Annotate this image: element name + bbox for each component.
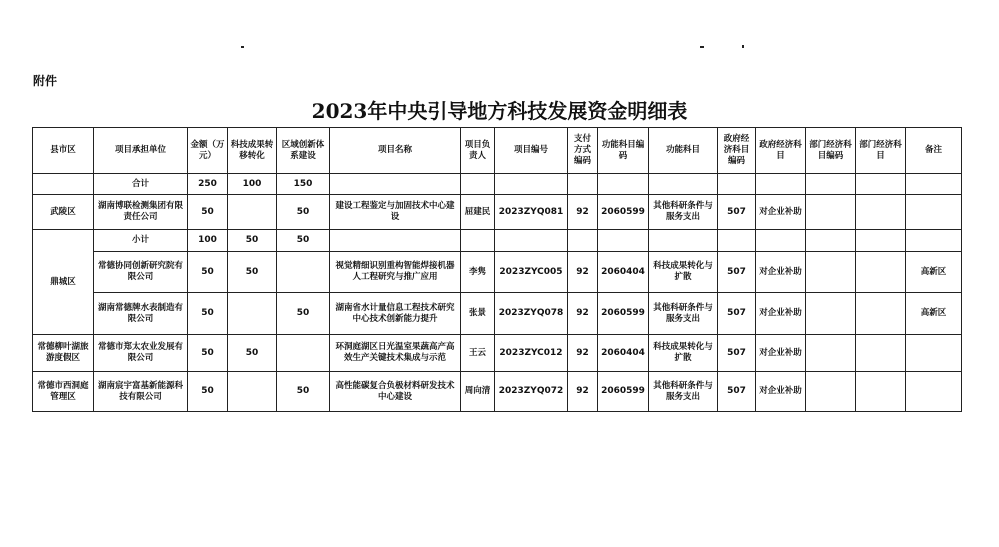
project-name-cell: 视觉精细识别重构智能焊接机器人工程研究与推广应用 [330,252,461,293]
leader-cell: 李隽 [461,252,495,293]
table-cell [461,174,495,195]
table-cell [598,230,649,252]
leader-cell: 屈建民 [461,195,495,230]
amount-cell: 50 [188,293,228,335]
project-no-cell: 2023ZYC005 [495,252,568,293]
amount-cell: 50 [188,252,228,293]
dept-econ-subject-cell [856,335,906,372]
remarks-cell [906,335,962,372]
table-cell [856,174,906,195]
gov-econ-subject-cell: 对企业补助 [756,252,806,293]
dept-econ-code-cell [806,252,856,293]
table-cell [718,174,756,195]
regional-cell: 50 [277,195,330,230]
remarks-cell: 高新区 [906,252,962,293]
func-subject-cell: 科技成果转化与扩散 [649,335,718,372]
dept-econ-code-cell [806,293,856,335]
pay-code-cell: 92 [568,252,598,293]
table-cell [568,230,598,252]
amount-cell: 50 [188,195,228,230]
gov-econ-subject-cell: 对企业补助 [756,372,806,412]
header-dept-econ-code: 部门经济科目编码 [806,128,856,174]
subtotal-label: 小计 [94,230,188,252]
header-remarks: 备注 [906,128,962,174]
scan-speck [241,46,244,48]
project-name-cell: 湖南省水计量信息工程技术研究中心技术创新能力提升 [330,293,461,335]
dept-econ-subject-cell [856,195,906,230]
gov-econ-subject-cell: 对企业补助 [756,195,806,230]
gov-econ-code-cell: 507 [718,195,756,230]
table-cell [906,230,962,252]
county-cell: 武陵区 [33,195,94,230]
project-no-cell: 2023ZYQ072 [495,372,568,412]
county-cell: 常德市西洞庭管理区 [33,372,94,412]
func-subject-cell: 科技成果转化与扩散 [649,252,718,293]
total-county [33,174,94,195]
pay-code-cell: 92 [568,195,598,230]
remarks-cell [906,372,962,412]
table-row [33,335,962,372]
table-cell [806,230,856,252]
func-code-cell: 2060404 [598,252,649,293]
regional-cell [277,252,330,293]
func-code-cell: 2060599 [598,372,649,412]
pay-code-cell: 92 [568,293,598,335]
header-county: 县市区 [33,128,94,174]
amount-cell: 50 [188,372,228,412]
header-func-subject: 功能科目 [649,128,718,174]
unit-cell: 湖南常德牌水表制造有限公司 [94,293,188,335]
table-cell [568,174,598,195]
table-cell [598,174,649,195]
project-name-cell: 高性能碳复合负极材料研发技术中心建设 [330,372,461,412]
table-cell [649,174,718,195]
gov-econ-code-cell: 507 [718,293,756,335]
header-project-name: 项目名称 [330,128,461,174]
scan-speck [700,46,704,48]
gov-econ-subject-cell: 对企业补助 [756,335,806,372]
header-gov-econ-subject: 政府经济科目 [756,128,806,174]
dept-econ-code-cell [806,195,856,230]
regional-cell: 50 [277,293,330,335]
gov-econ-code-cell: 507 [718,372,756,412]
county-cell: 鼎城区 [33,230,94,335]
table-row [33,372,962,412]
scan-speck [742,45,744,48]
header-leader: 项目负责人 [461,128,495,174]
func-subject-cell: 其他科研条件与服务支出 [649,372,718,412]
unit-cell: 常德协同创新研究院有限公司 [94,252,188,293]
dept-econ-subject-cell [856,293,906,335]
gov-econ-subject-cell: 对企业补助 [756,293,806,335]
unit-cell: 湖南博联检测集团有限责任公司 [94,195,188,230]
header-unit: 项目承担单位 [94,128,188,174]
table-row [33,293,962,335]
header-project-no: 项目编号 [495,128,568,174]
transfer-cell: 50 [228,252,277,293]
table-cell [330,174,461,195]
table-cell [756,174,806,195]
transfer-cell [228,372,277,412]
table-cell [330,230,461,252]
header-transfer: 科技成果转移转化 [228,128,277,174]
func-code-cell: 2060404 [598,335,649,372]
project-name-cell: 建设工程鉴定与加固技术中心建设 [330,195,461,230]
header-pay-code: 支付方式编码 [568,128,598,174]
table-cell [649,230,718,252]
subtotal-row [33,230,962,252]
dept-econ-code-cell [806,372,856,412]
subtotal-transfer: 50 [228,230,277,252]
remarks-cell [906,195,962,230]
func-code-cell: 2060599 [598,293,649,335]
attachment-label: 附件 [33,74,58,88]
table-cell [806,174,856,195]
table-cell [495,174,568,195]
table-cell [495,230,568,252]
remarks-cell: 高新区 [906,293,962,335]
func-subject-cell: 其他科研条件与服务支出 [649,195,718,230]
pay-code-cell: 92 [568,335,598,372]
table-cell [718,230,756,252]
project-name-cell: 环洞庭湖区日光温室果蔬高产高效生产关键技术集成与示范 [330,335,461,372]
project-no-cell: 2023ZYQ081 [495,195,568,230]
func-subject-cell: 其他科研条件与服务支出 [649,293,718,335]
table-row [33,252,962,293]
unit-cell: 湖南宸宇富基新能源科技有限公司 [94,372,188,412]
funding-detail-table [32,127,962,412]
project-no-cell: 2023ZYC012 [495,335,568,372]
header-regional: 区域创新体系建设 [277,128,330,174]
pay-code-cell: 92 [568,372,598,412]
header-row [33,128,962,174]
leader-cell: 王云 [461,335,495,372]
table-cell [461,230,495,252]
regional-cell: 50 [277,372,330,412]
header-dept-econ-subject: 部门经济科目 [856,128,906,174]
table-cell [856,230,906,252]
gov-econ-code-cell: 507 [718,335,756,372]
unit-cell: 常德市郑太农业发展有限公司 [94,335,188,372]
total-regional: 150 [277,174,330,195]
county-cell: 常德柳叶湖旅游度假区 [33,335,94,372]
transfer-cell [228,195,277,230]
amount-cell: 50 [188,335,228,372]
dept-econ-subject-cell [856,252,906,293]
gov-econ-code-cell: 507 [718,252,756,293]
regional-cell [277,335,330,372]
header-func-code: 功能科目编码 [598,128,649,174]
page-title: 2023年中央引导地方科技发展资金明细表 [311,99,688,123]
dept-econ-subject-cell [856,372,906,412]
subtotal-amount: 100 [188,230,228,252]
header-gov-econ-code: 政府经济科目编码 [718,128,756,174]
table-cell [906,174,962,195]
transfer-cell [228,293,277,335]
dept-econ-code-cell [806,335,856,372]
table-cell [756,230,806,252]
project-no-cell: 2023ZYQ078 [495,293,568,335]
leader-cell: 周向清 [461,372,495,412]
leader-cell: 张景 [461,293,495,335]
table-row [33,195,962,230]
func-code-cell: 2060599 [598,195,649,230]
total-label: 合计 [94,174,188,195]
total-transfer: 100 [228,174,277,195]
transfer-cell: 50 [228,335,277,372]
subtotal-regional: 50 [277,230,330,252]
header-amount: 金额（万元） [188,128,228,174]
total-row [33,174,962,195]
total-amount: 250 [188,174,228,195]
